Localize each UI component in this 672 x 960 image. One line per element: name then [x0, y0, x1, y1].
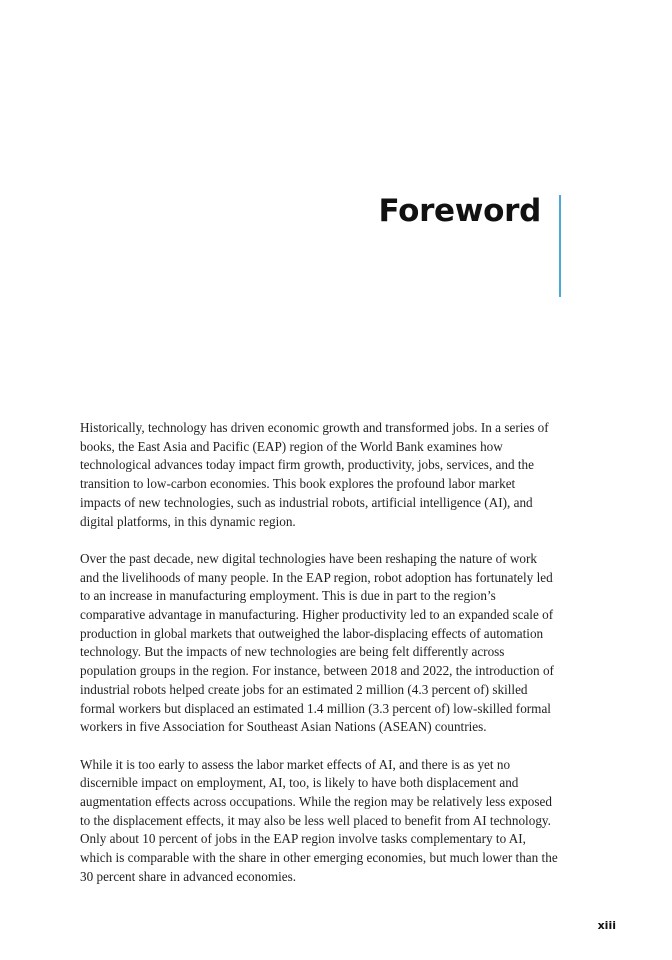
body-text: [80, 419, 558, 905]
paragraph-2: Over the past decade, new digital technologies have been reshaping the nature of work and the livelihoods of many people. In the EAP region, robot adoption has fortunately led to an increase in manufacturing employment. This is due in part to the region’s comparative advantage in manufacturing. Higher productivity led to an expanded scale of production in global markets that outweighed the labor-displacing effects of automation technology. But the impacts of new technologies are being felt differently across population groups in the region. For instance, between 2018 and 2022, the introduction of industrial robots helped create jobs for an estimated 2 million (4.3 percent of) skilled formal workers but displaced an estimated 1.4 million (3.3 percent of) low-skilled formal workers in five Association for Southeast Asian Nations (ASEAN) countries.: [80, 550, 554, 735]
title-accent-rule: [559, 195, 561, 297]
title-block: [0, 193, 672, 297]
paragraph-1: Historically, technology has driven economic growth and transformed jobs. In a series of books, the East Asia and Pacific (EAP) region of the World Bank examines how technological advances today impact firm growth, productivity, jobs, services, and the transition to low-carbon economies. This book explores the profound labor market impacts of new technologies, such as industrial robots, artificial intelligence (AI), and digital platforms, in this dynamic region.: [80, 420, 549, 529]
page-title: Foreword: [378, 193, 541, 229]
paragraph-3: While it is too early to assess the labor market effects of AI, and there is as yet no discernible impact on employment, AI, too, is likely to have both displacement and augmentation effects across occupations. While the region may be relatively less exposed to the displacement effects, it may also be less well placed to benefit from AI technology. Only about 10 percent of jobs in the EAP region involve tasks complementary to AI, which is comparable with the share in other emerging economies, but much lower than the 30 percent share in advanced economies.: [80, 756, 558, 884]
page-number: xiii: [597, 919, 616, 932]
